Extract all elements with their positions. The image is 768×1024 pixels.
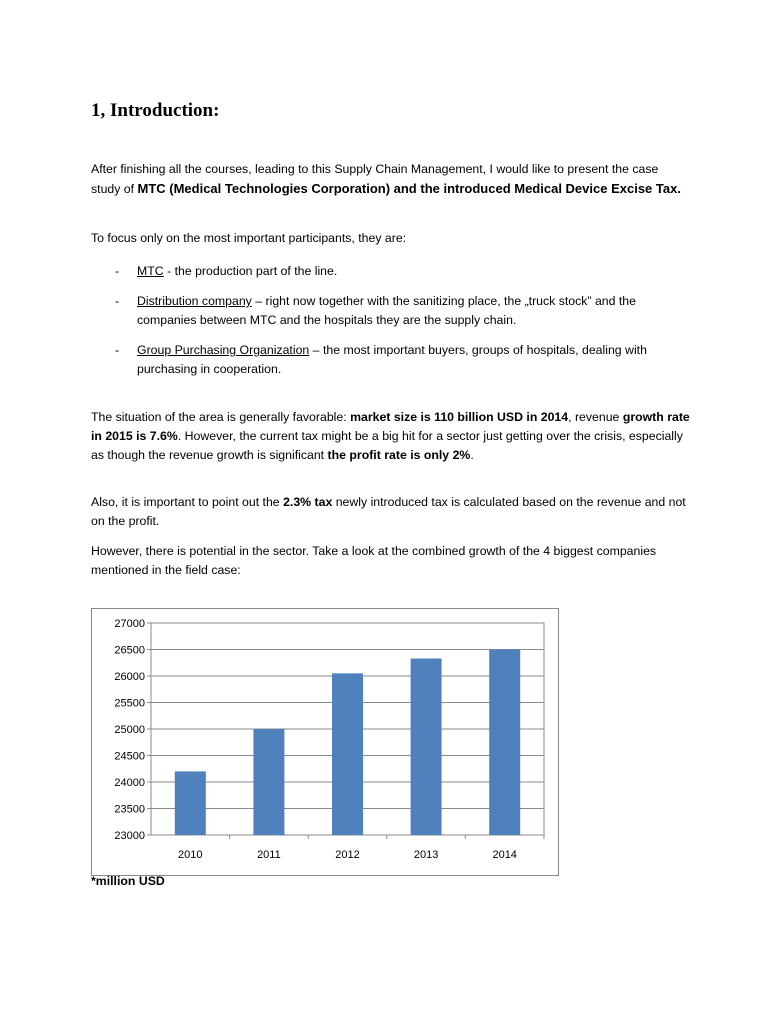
y-tick-label: 27000 xyxy=(114,618,145,630)
market-text: . xyxy=(470,448,474,462)
y-tick-label: 23000 xyxy=(114,830,145,842)
y-tick-label: 25500 xyxy=(114,697,145,710)
list-term: MTC xyxy=(137,264,164,278)
tax-text: newly introduced tax is calculated based on the revenue and not on the profit. xyxy=(91,495,686,528)
section-heading: 1, Introduction: xyxy=(91,100,220,121)
y-tick-label: 24000 xyxy=(114,777,145,789)
list-dash: - xyxy=(115,343,120,357)
tax-rate-text: 2.3% tax xyxy=(283,495,333,509)
y-tick-label: 26000 xyxy=(114,671,145,683)
bar xyxy=(489,650,520,836)
list-text xyxy=(137,292,667,330)
x-tick-label: 2010 xyxy=(178,849,203,861)
intro-text: After finishing all the courses, leading to this Supply Chain Management, I would like to present the case study of xyxy=(91,162,659,196)
list-term: Distribution company xyxy=(137,294,252,308)
tax-text: Also, it is important to point out the xyxy=(91,495,284,509)
revenue-bar-chart xyxy=(91,608,559,876)
list-text xyxy=(137,341,667,379)
bar xyxy=(411,659,442,835)
bar xyxy=(332,673,363,835)
bar xyxy=(253,729,284,835)
list-dash: - xyxy=(115,264,120,278)
intro-paragraph xyxy=(91,160,691,199)
x-tick-label: 2014 xyxy=(492,849,517,861)
list-term: Group Purchasing Organization xyxy=(137,343,310,357)
y-tick-label: 26500 xyxy=(114,644,145,657)
list-description: – the most important buyers, groups of hospitals, dealing with purchasing in cooperation. xyxy=(137,343,647,376)
potential-paragraph: However, there is potential in the sector. Take a look at the combined growth of the 4 biggest companies mentioned in the field case: xyxy=(91,544,657,577)
participants-intro: To focus only on the most important participants, they are: xyxy=(91,231,407,245)
x-tick-label: 2013 xyxy=(413,849,439,861)
tax-paragraph xyxy=(91,493,691,531)
y-tick-label: 23500 xyxy=(114,803,145,816)
market-size-text: market size is 110 billion USD in 2014 xyxy=(350,410,569,424)
market-text: , revenue xyxy=(568,410,623,424)
profit-rate-text: the profit rate is only 2% xyxy=(327,448,471,462)
list-description: – right now together with the sanitizing place, the „truck stock” and the companies between MTC and the hospitals they are the supply chain. xyxy=(137,294,636,327)
y-tick-label: 25000 xyxy=(114,724,145,736)
chart-svg xyxy=(92,609,558,875)
market-text: The situation of the area is generally favorable: xyxy=(91,410,351,424)
chart-footnote: *million USD xyxy=(91,874,165,888)
market-text: . However, the current tax might be a big hit for a sector just getting over the crisis, especially as though the revenue growth is significant xyxy=(91,429,683,462)
x-tick-label: 2012 xyxy=(335,849,360,861)
intro-bold-text: MTC (Medical Technologies Corporation) and the introduced Medical Device Excise Tax. xyxy=(137,181,681,196)
list-dash: - xyxy=(115,294,120,308)
list-description: - the production part of the line. xyxy=(163,264,338,278)
market-paragraph xyxy=(91,408,691,465)
growth-rate-text: growth rate in 2015 is 7.6% xyxy=(91,410,690,443)
y-tick-label: 24500 xyxy=(114,750,145,763)
list-text xyxy=(137,262,667,281)
bar xyxy=(175,771,206,835)
x-tick-label: 2011 xyxy=(257,849,281,861)
